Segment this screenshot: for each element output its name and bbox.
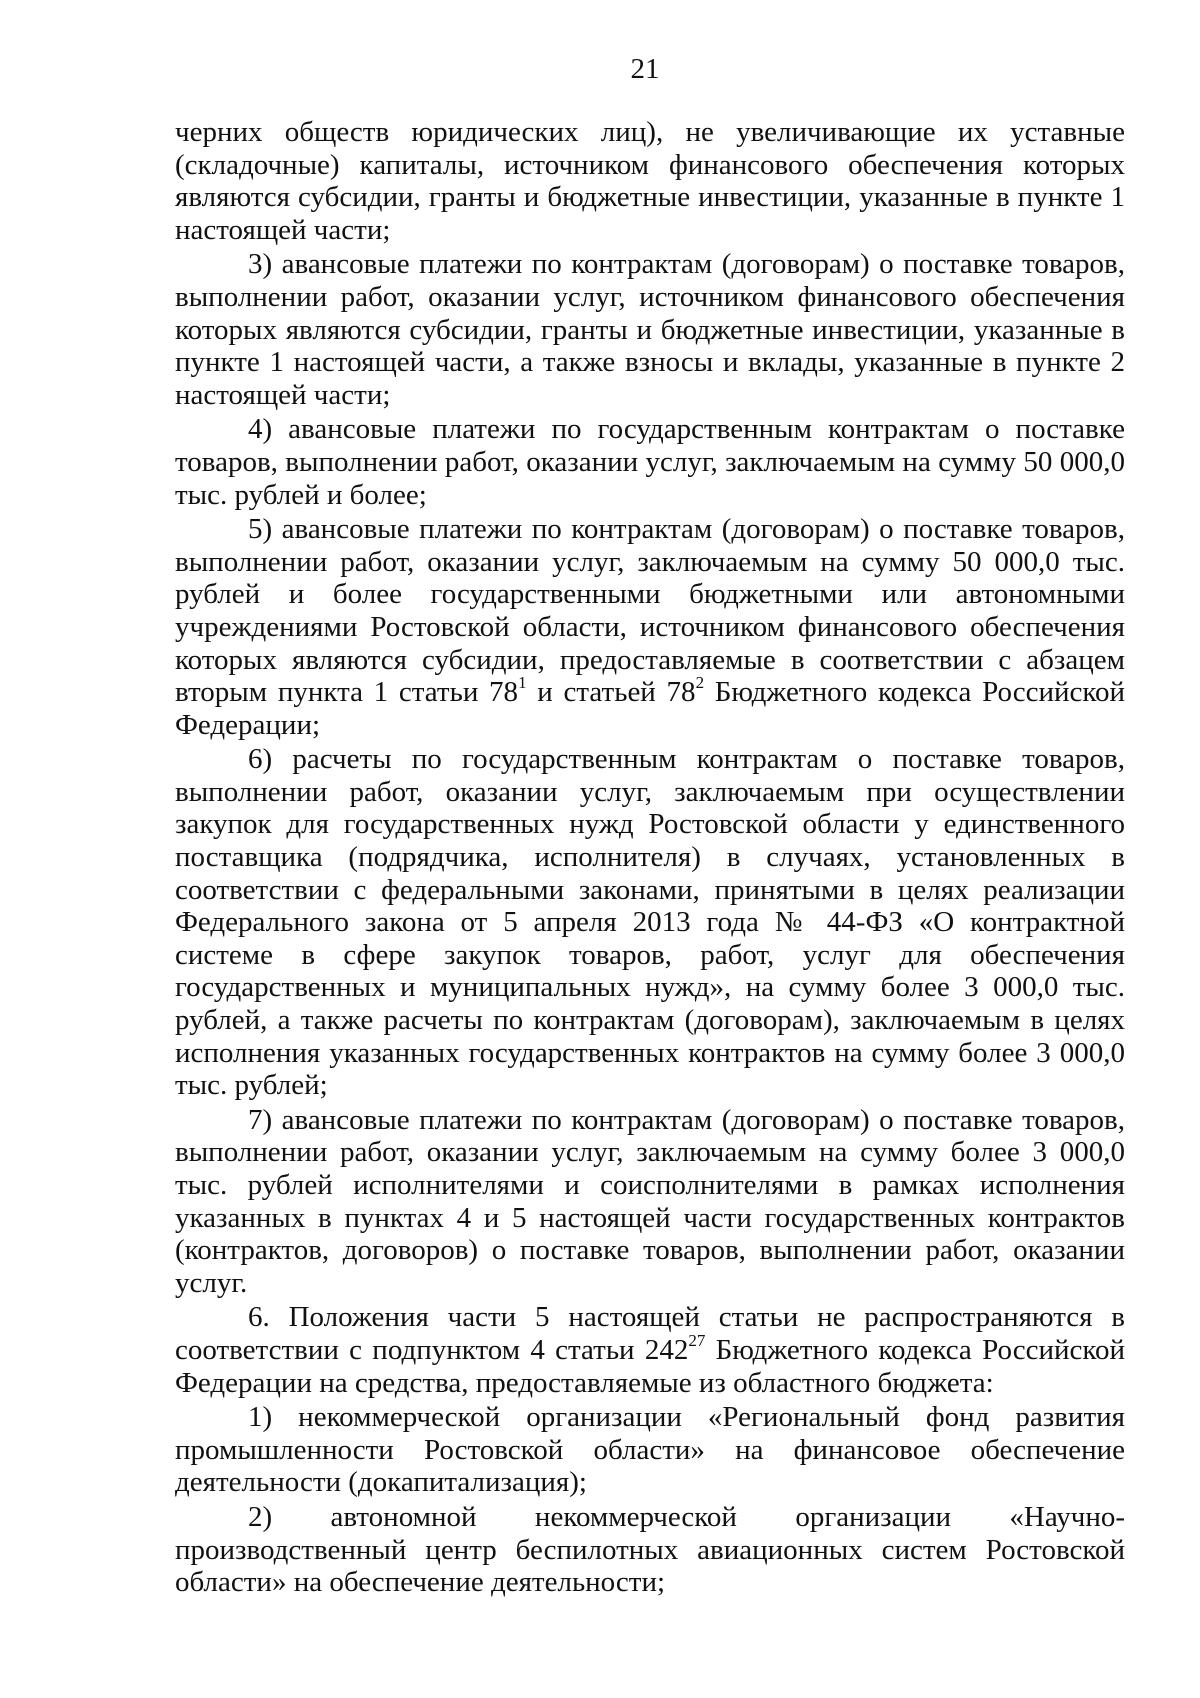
paragraph-item-5-text-a: 5) авансовые платежи по контрактам (договорам) о поставке товаров, выполнении работ, оказании услуг, заключаемым на сумму 50 000,0 тыс. рублей и более государственными бюджетными или автономными учреждениями Ростовской области, источником финансового обеспечения которых являются субсидии, предоставляемые в соответствии с абзацем вторым пункта 1 статьи 78 [175,513,1125,709]
section-6-text-b: Бюджетного кодекса Российской Федерации на средства, предоставляемые из областного бюджета: [175,1333,1126,1399]
section-6-item-2: 2) автономной некоммерческой организации «Научно-производственный центр беспилотных авиационных систем Ростовской области» на обеспечение деятельности; [175,1500,1125,1599]
paragraph-item-7: 7) авансовые платежи по контрактам (договорам) о поставке товаров, выполнении работ, оказании услуг, заключаемым на сумму более 3 000,0 тыс. рублей исполнителями и соисполнителями в рамках исполнения указанных в пунктах 4 и 5 настоящей части государственных контрактов (контрактов, договоров) о поставке товаров, выполнении работ, оказании услуг. [175,1103,1125,1299]
superscript-2: 2 [695,673,705,693]
paragraph-item-5-text-c: Бюджетного кодекса Российской Федерации; [175,676,1125,741]
paragraph-item-5-text-b: и статьей 78 [526,676,696,709]
paragraph-item-5 [175,513,1125,741]
section-6-paragraph [175,1301,1125,1399]
paragraph-item-3: 3) авансовые платежи по контрактам (договорам) о поставке товаров, выполнении работ, оказании услуг, источником финансового обеспечения которых являются субсидии, гранты и бюджетные инвестиции, указанные в пункте 1 настоящей части, а также взносы и вклады, указанные в пункте 2 настоящей части; [175,248,1125,411]
superscript-1: 1 [518,673,527,693]
paragraph-continuation: черних обществ юридических лиц), не увеличивающие их уставные (складочные) капиталы, источником финансового обеспечения которых являются субсидии, гранты и бюджетные инвестиции, указанные в пункте 1 настоящей части; [175,116,1125,246]
document-body [175,116,1125,1601]
paragraph-item-6: 6) расчеты по государственным контрактам о поставке товаров, выполнении работ, оказании услуг, заключаемым при осуществлении закупок для государственных нужд Ростовской области у единственного поставщика (подрядчика, исполнителя) в случаях, установленных в соответствии с федеральными законами, принятыми в целях реализации Федерального закона от 5 апреля 2013 года № 44-ФЗ «О контрактной системе в сфере закупок товаров, работ, услуг для обеспечения государственных и муниципальных нужд», на сумму более 3 000,0 тыс. рублей, а также расчеты по контрактам (договорам), заключаемым в целях исполнения указанных государственных контрактов на сумму более 3 000,0 тыс. рублей; [175,743,1125,1102]
section-6-text-a: 6. Положения части 5 настоящей статьи не распространяются в соответствии с подпунктом 4 статьи 242 [175,1301,1125,1366]
page-number: 21 [630,53,660,85]
paragraph-item-4: 4) авансовые платежи по государственным контрактам о поставке товаров, выполнении работ, оказании услуг, заключаемым на сумму 50 000,0 тыс. рублей и более; [175,413,1125,511]
superscript-27: 27 [688,1331,706,1351]
section-6-item-1: 1) некоммерческой организации «Региональный фонд развития промышленности Ростовской области» на финансовое обеспечение деятельности (докапитализация); [175,1401,1125,1499]
